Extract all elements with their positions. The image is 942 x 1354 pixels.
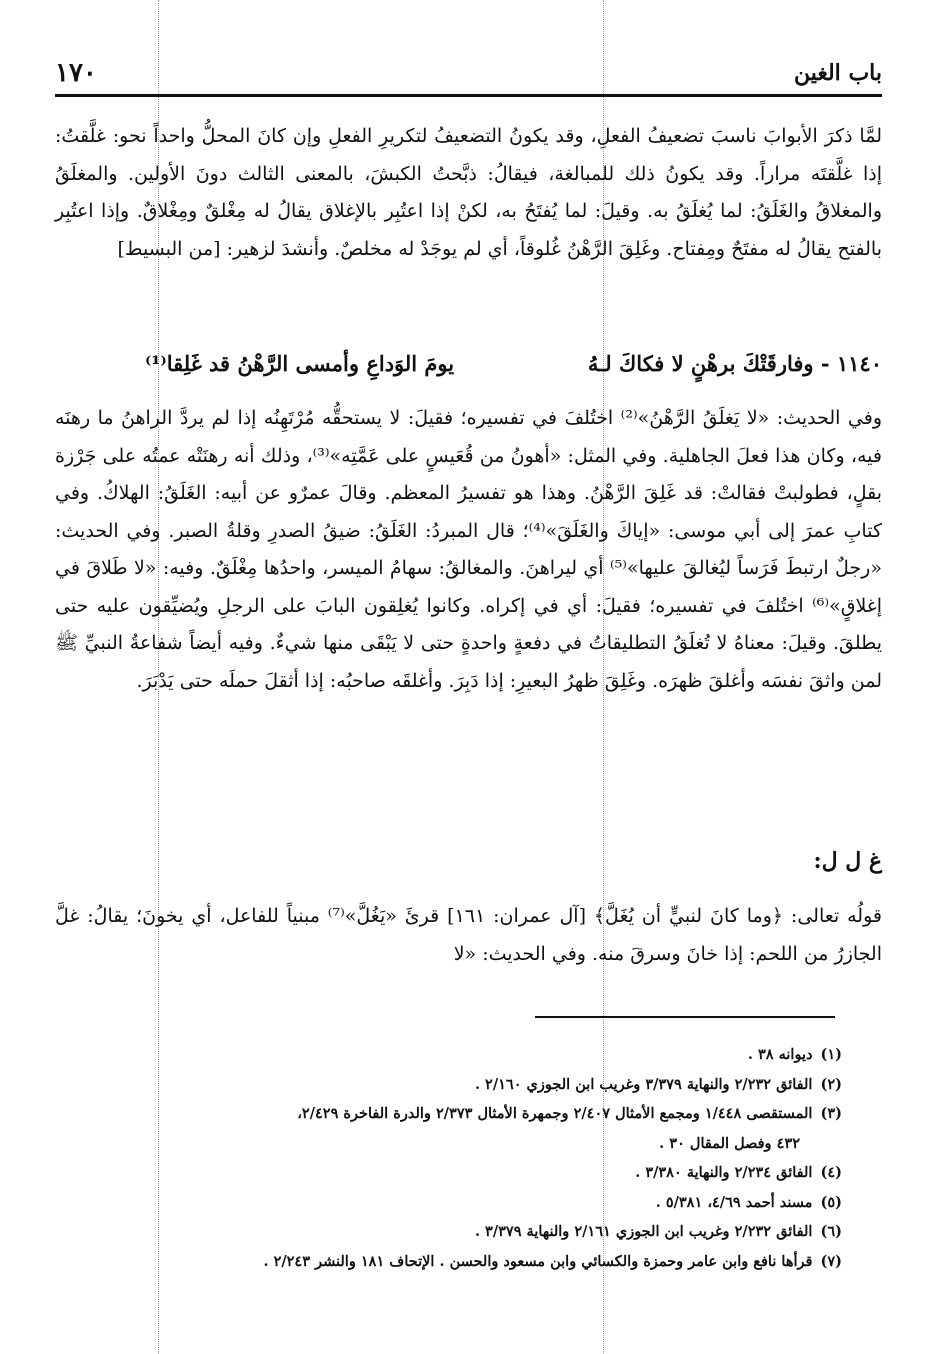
footnote-number: (٧)	[820, 1252, 842, 1270]
footnote	[80, 1188, 842, 1218]
footnote-number: (٣)	[820, 1105, 842, 1122]
footnote-text: ديوانه ٣٨ .	[747, 1046, 813, 1063]
footnote-number: (٤)	[820, 1164, 842, 1181]
footnotes	[80, 1040, 842, 1276]
footnote-continuation: ٤٣٢ وفصل المقال ٣٠ .	[659, 1134, 800, 1152]
body-paragraph-3	[55, 898, 882, 973]
paragraph-text: لمَّا ذكرَ الأبوابَ ناسبَ تضعيفُ الفعلِ، وقد يكونُ التضعيفُ لتكريرِ الفعلِ وإن كانَ المحلُّ واحداً نحو: غلَّقتُ: إذا غلَّقتَه مراراً. وقد يكونُ ذلك للمبالغة، فيقالُ: ذبَّحتُ الكبشَ، بالمعنى الثالث دونَ الأولين. والمغلَقُ والمغلاقُ والغَلَقُ: لما يُغلَقُ به. وقيلَ: لما يُفتَحُ به، لكنْ إذا اعتُبِر بالإغلاق يقالُ له مِغْلقٌ ومِغْلاقٌ. وإذا اعتُبِر بالفتح يقالُ له مفتَحٌ ومِفتاح. وغَلِقَ الرَّهْنُ غُلوقاً، أي لم يوجَدْ له مخلصٌ. وأنشدَ لزهير: [من البسيط]	[55, 125, 882, 260]
page-number: ١٧٠	[55, 58, 97, 88]
footnote-number: (٥)	[820, 1193, 842, 1211]
footnote-text: الفائق ٢/٢٣٤ والنهاية ٣/٣٨٠ .	[635, 1164, 813, 1181]
entry-heading: غ ل ل:	[813, 848, 882, 874]
footnote	[80, 1247, 842, 1277]
footnote-text: مسند أحمد ٤/٦٩، ٥/٣٨١ .	[655, 1193, 813, 1211]
verse-second-hemistich: يومَ الوَداعِ وأمسى الرَّهْنُ قد غَلِقا⁽¹⁾	[145, 351, 455, 376]
footnote	[80, 1040, 842, 1070]
paragraph-text: وفي الحديث: «لا يَغلَقُ الرَّهْنُ»⁽²⁾ اختُلفَ في تفسيره؛ فقيلَ: لا يستحقُّه مُرْتَهِنُه إذا لم يردَّ الراهنُ ما رهنَه فيه، وكان هذا فعلَ الجاهلية. وفي المثل: «أهونُ من قُعَيسٍ على عَمَّتِه»⁽³⁾، وذلك أنه رهنَتْه عمتُه على جَرْزة بقلٍ، فطولبتْ فقالتْ: قد غَلِقَ الرَّهْنُ. وهذا هو تفسيرُ المعظم. وقالَ عمرٌو عن أبيه: الغَلَقُ: الهلاكُ. وفي كتابِ عمرَ إلى أبي موسى: «إياكَ والغَلَقَ»⁽⁴⁾؛ قال المبردُ: الغَلَقُ: ضيقُ الصدرِ وقلةُ الصبر. وفي الحديث: «رجلٌ ارتبطَ فَرَساً ليُغالقَ عليها»⁽⁵⁾ أي ليراهنَ. والمغالقُ: سهامُ الميسر، واحدُها مِغْلَقٌ. وفيه: «لا طَلاقَ في إغلاقٍ»⁽⁶⁾ اختُلفَ في تفسيره؛ فقيلَ: أي في إكراه. وكانوا يُغلِقون البابَ على الرجلِ ويُضيِّقون عليه حتى يطلقَ. وقيلَ: معناهُ لا تُغلَقُ التطليقاتُ في دفعةٍ واحدةٍ حتى لا يَبْقَى منها شيءٌ. وفيه أيضاً شفاعةُ النبيِّ ﷺ لمن واثقَ نفسَه وأغلقَ ظهرَه. وغَلِقَ ظهرُ البعيرِ: إذا دَبِرَ. وأغلقَه صاحبُه: إذا أثقلَ حملَه حتى يَدْبَرَ.	[55, 407, 882, 692]
footnote	[80, 1158, 842, 1188]
chapter-title: باب الغين	[793, 60, 882, 86]
body-paragraph-2	[55, 400, 882, 700]
poetry-verse	[55, 345, 882, 385]
footnote	[80, 1217, 842, 1247]
footnote-number: (٦)	[820, 1223, 842, 1240]
verse-first-hemistich: ١١٤٠ - وفارقَتْكَ برهْنٍ لا فكاكَ لـهُ	[587, 351, 882, 376]
footnote	[80, 1099, 842, 1129]
body-paragraph-1	[55, 118, 882, 268]
page-header	[55, 58, 882, 97]
footnote-number: (٢)	[820, 1075, 842, 1093]
footnote	[80, 1070, 842, 1100]
footnote-separator	[535, 1016, 835, 1018]
paragraph-text: قولُه تعالى: ﴿وما كانَ لنبيٍّ أن يُغَلَّ﴾ [آل عمران: ١٦١] قرئَ «يَغُلَّ»⁽⁷⁾ مبنياً للفاعل، أي يخونَ؛ يقالُ: غلَّ الجازرُ من اللحم: إذا خانَ وسرقَ منه. وفي الحديث: «لا	[55, 905, 882, 965]
footnote-text: الفائق ٢/٢٣٢ والنهاية ٣/٣٧٩ وغريب ابن الجوزي ٢/١٦٠ .	[474, 1075, 813, 1093]
footnote-text: الفائق ٢/٢٣٢ وغريب ابن الجوزي ٢/١٦١ والنهاية ٣/٣٧٩ .	[474, 1223, 813, 1240]
footnote-number: (١)	[820, 1046, 842, 1063]
footnote-text: قرأها نافع وابن عامر وحمزة والكسائي وابن مسعود والحسن . الإتحاف ١٨١ والنشر ٢/٢٤٣ .	[263, 1252, 813, 1270]
footnote-text: المستقصى ١/٤٤٨ ومجمع الأمثال ٢/٤٠٧ وجمهرة الأمثال ٢/٣٧٣ والدرة الفاخرة ٢/٤٢٩،	[297, 1105, 813, 1122]
